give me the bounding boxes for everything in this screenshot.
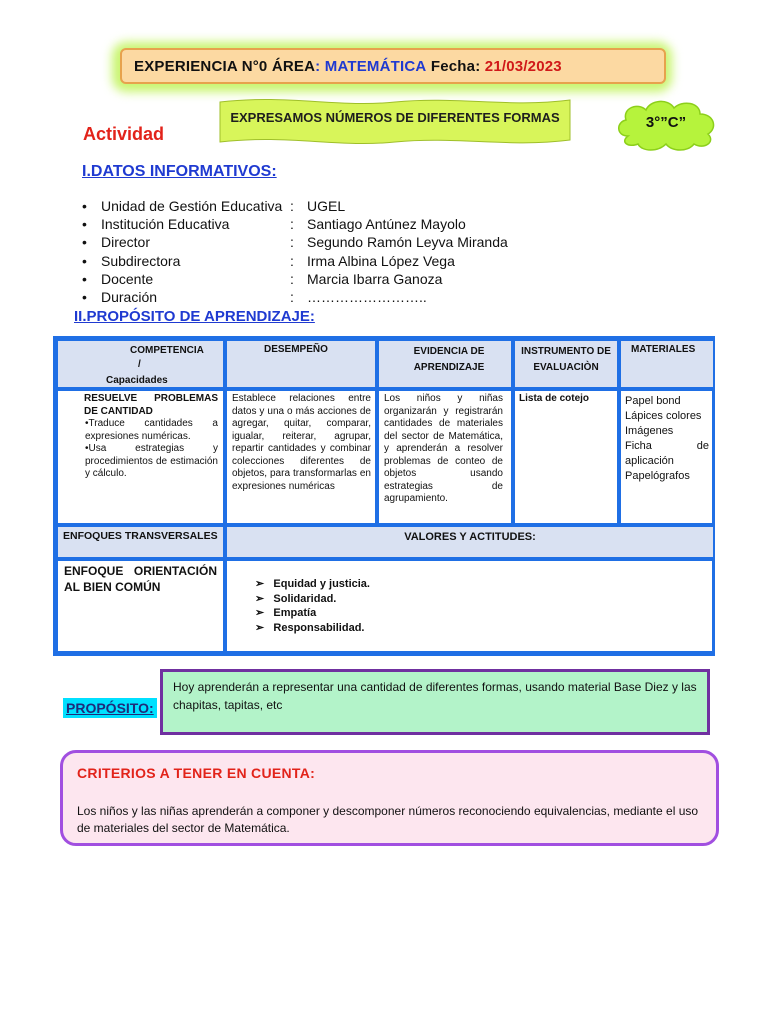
info-label: Institución Educativa <box>101 216 230 233</box>
material-item: Imágenes <box>625 425 674 437</box>
valores-list <box>225 559 715 653</box>
fecha-label: Fecha <box>430 57 476 75</box>
valor-item: ➢ Empatía <box>255 607 317 619</box>
criterios-text: Los niños y las niñas aprenderán a componer y descomponer números reconociendo equivalencias, mediante el uso de materiales del sector de Matemática. <box>77 804 699 835</box>
arrow-icon: ➢ <box>255 621 265 634</box>
header-competencia: COMPETENCIA / Capacidades <box>56 339 225 389</box>
info-label: Duración <box>101 288 158 305</box>
info-value: Irma Albina López Vega <box>307 252 455 269</box>
activity-title: EXPRESAMOS NÚMEROS DE DIFERENTES FORMAS <box>230 110 560 125</box>
section-proposito-aprendizaje: II.PROPÓSITO DE APRENDIZAJE: <box>74 308 315 325</box>
experience-title-box: EXPERIENCIA N°0 ÁREA : MATEMÁTICA Fecha : 21/03/2023 <box>120 48 666 84</box>
header-materiales: MATERIALES <box>619 339 715 389</box>
grade-text: 3°”C” <box>645 114 687 131</box>
info-label: Subdirectora <box>101 252 181 269</box>
valor-item: ➢ Responsabilidad. <box>255 621 365 634</box>
valores-label: VALORES Y ACTITUDES: <box>225 525 715 559</box>
enfoque-name: ENFOQUE ORIENTACIÓN AL BIEN COMÚN <box>56 559 225 653</box>
header-evidencia: EVIDENCIA DE APRENDIZAJE <box>377 339 513 389</box>
material-item: Lápices colores <box>625 410 702 422</box>
criterios-title: CRITERIOS A TENER EN CUENTA: <box>77 765 316 781</box>
info-label: Unidad de Gestión Educativa <box>101 198 283 214</box>
info-value: Segundo Ramón Leyva Miranda <box>307 234 508 251</box>
section-datos-informativos: I.DATOS INFORMATIVOS: <box>82 163 277 180</box>
arrow-icon: ➢ <box>255 578 265 590</box>
info-value: Santiago Antúnez Mayolo <box>307 216 466 233</box>
capacidad-item: •Traduce cantidades a expresiones numéricas. <box>85 418 218 442</box>
activity-title-banner <box>218 96 572 146</box>
info-value: UGEL <box>307 198 346 214</box>
criterios-box <box>60 750 719 846</box>
material-item: Papelógrafos <box>625 470 690 482</box>
capacidad-item: •Usa estrategias y procedimientos de estimación y cálculo. <box>85 443 218 479</box>
material-item: Papel bond <box>625 395 681 407</box>
competencia-title: RESUELVE PROBLEMAS DE CANTIDAD <box>84 393 218 417</box>
material-item: Ficha de aplicación <box>625 440 709 467</box>
header-desempeno: DESEMPEÑO <box>225 339 377 389</box>
enfoques-label: ENFOQUES TRANSVERSALES <box>56 525 225 559</box>
header-instrumento: INSTRUMENTO DE EVALUACIÒN <box>513 339 619 389</box>
actividad-heading: Actividad <box>83 124 165 144</box>
proposito-box: Hoy aprenderán a representar una cantidad de diferentes formas, usando material Base Diez y las chapitas, tapitas, etc <box>160 669 710 735</box>
info-label: Docente <box>101 270 154 287</box>
experiencia-number: EXPERIENCIA N°0 <box>134 57 268 75</box>
fecha-value: 21/03/2023 <box>484 57 562 75</box>
info-label: Director <box>101 234 151 251</box>
cell-materiales <box>619 389 715 525</box>
grade-badge <box>612 96 720 152</box>
cell-desempeno: Establece relaciones entre datos y una o más acciones de agregar, quitar, comparar, igualar, reiterar, agrupar, repartir cantidades y combinar colecciones diferentes de objetos, para transformarlas en expresiones numéricas <box>225 389 377 525</box>
cell-evidencia: Los niños y niñas organizarán y registrarán cantidades de materiales del sector de Matemática, y aprenderán a resolver problemas de conteo de objetos usando estrategias de agrupamiento. <box>377 389 513 525</box>
info-value: Marcia Ibarra Ganoza <box>307 270 443 287</box>
area-value: MATEMÁTICA <box>324 57 427 75</box>
area-label: ÁREA <box>271 57 316 75</box>
info-value: …………………….. <box>307 288 427 305</box>
cell-competencia <box>56 389 225 525</box>
arrow-icon: ➢ <box>255 607 265 619</box>
valor-item: ➢ Solidaridad. <box>255 592 337 605</box>
arrow-icon: ➢ <box>255 592 265 605</box>
learning-table <box>53 336 715 656</box>
valor-item: ➢ Equidad y justicia. <box>255 578 370 590</box>
cell-instrumento: Lista de cotejo <box>513 389 619 525</box>
proposito-label: PROPÓSITO: <box>63 698 157 718</box>
